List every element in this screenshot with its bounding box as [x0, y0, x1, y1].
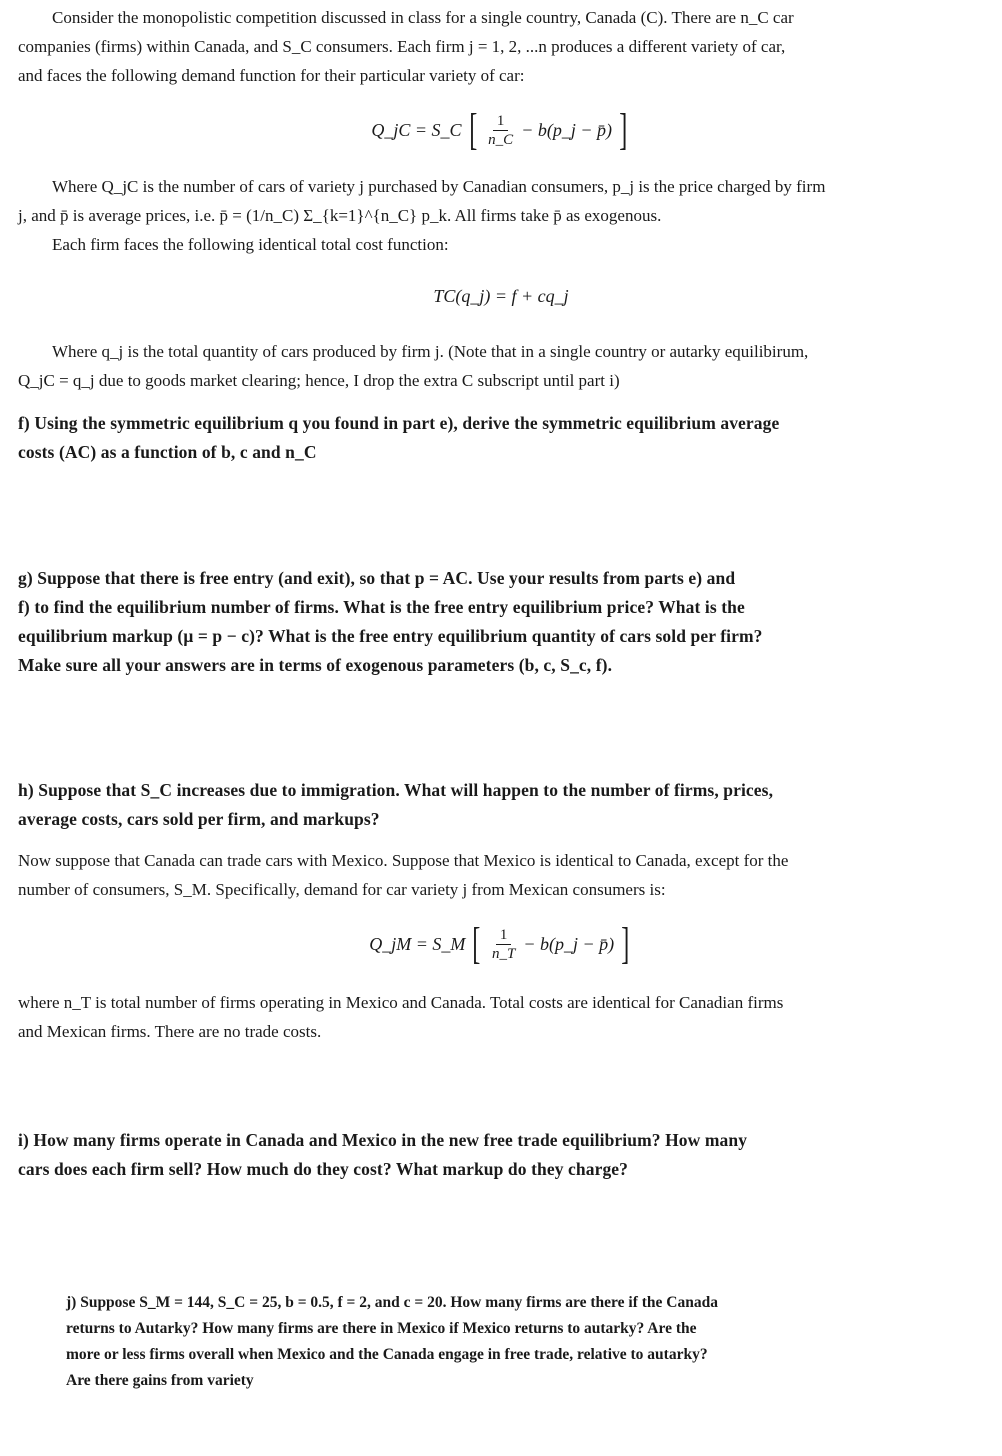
- part-g-line-3: equilibrium markup (μ = p − c)? What is the free entry equilibrium quantity of cars sold per firm?: [18, 626, 763, 646]
- part-j-line-2: returns to Autarky? How many firms are there in Mexico if Mexico returns to autarky? Are the: [66, 1320, 697, 1337]
- where3-line-2: and Mexican firms. There are no trade costs.: [18, 1022, 322, 1041]
- part-h-line-1: h) Suppose that S_C increases due to immigration. What will happen to the number of firms, prices,: [18, 780, 774, 800]
- demand-equation-mexico-rest: − b(p_j − p̄): [523, 933, 615, 954]
- part-j-line-4: Are there gains from variety: [66, 1372, 254, 1389]
- part-i-line-2: cars does each firm sell? How much do they cost? What markup do they charge?: [18, 1159, 629, 1179]
- intro-line-3: and faces the following demand function for their particular variety of car:: [18, 66, 525, 85]
- where-paragraph-2: [18, 337, 980, 395]
- part-f-line-1: f) Using the symmetric equilibrium q you found in part e), derive the symmetric equilibrium average: [18, 413, 780, 433]
- part-g-line-2: f) to find the equilibrium number of firms. What is the free entry equilibrium price? What is the: [18, 597, 745, 617]
- demand-equation-canada-lhs: Q_jC = S_C: [371, 119, 462, 140]
- where3-line-1: where n_T is total number of firms operating in Mexico and Canada. Total costs are identical for Canadian firms: [18, 993, 784, 1012]
- right-bracket: ]: [619, 105, 628, 154]
- part-i-line-1: i) How many firms operate in Canada and Mexico in the new free trade equilibrium? How many: [18, 1130, 748, 1150]
- intro-line-1: Consider the monopolistic competition discussed in class for a single country, Canada (C). There are n_C car: [52, 8, 794, 27]
- where-paragraph-1: [18, 172, 980, 259]
- part-g-line-4: Make sure all your answers are in terms of exogenous parameters (b, c, S_c, f).: [18, 655, 613, 675]
- question-g: [18, 564, 980, 680]
- trade-line-2: number of consumers, S_M. Specifically, demand for car variety j from Mexican consumers is:: [18, 880, 666, 899]
- trade-paragraph: [18, 846, 980, 904]
- question-j: [66, 1290, 926, 1394]
- where1-line-3: Each firm faces the following identical total cost function:: [52, 235, 449, 254]
- demand-equation-mexico-lhs: Q_jM = S_M: [369, 933, 466, 954]
- total-cost-equation-text: TC(q_j) = f + cq_j: [433, 286, 569, 306]
- part-h-line-2: average costs, cars sold per firm, and markups?: [18, 809, 380, 829]
- left-bracket: [: [468, 105, 477, 154]
- fraction-numerator: 1: [496, 926, 512, 945]
- intro-line-2: companies (firms) within Canada, and S_C consumers. Each firm j = 1, 2, ...n produces a different variety of car,: [18, 37, 786, 56]
- demand-equation-mexico: [0, 919, 1002, 968]
- fraction: [488, 112, 513, 149]
- where2-line-2: Q_jC = q_j due to goods market clearing; hence, I drop the extra C subscript until part i): [18, 371, 620, 390]
- part-j-line-3: more or less firms overall when Mexico and the Canada engage in free trade, relative to autarky?: [66, 1346, 708, 1363]
- fraction-denominator: n_C: [488, 131, 514, 148]
- question-i: [18, 1126, 980, 1184]
- question-f: [18, 409, 980, 467]
- left-bracket: [: [472, 919, 481, 968]
- fraction-numerator: 1: [493, 112, 509, 131]
- fraction-denominator: n_T: [492, 945, 516, 962]
- where1-line-2: j, and p̄ is average prices, i.e. p̄ = (1/n_C) Σ_{k=1}^{n_C} p_k. All firms take p̄ as exogenous.: [18, 206, 662, 225]
- right-bracket: ]: [621, 919, 630, 968]
- demand-equation-canada-rest: − b(p_j − p̄): [521, 119, 612, 140]
- fraction: [492, 926, 515, 963]
- where2-line-1: Where q_j is the total quantity of cars produced by firm j. (Note that in a single country or autarky equilibirum,: [52, 342, 809, 361]
- demand-equation-canada: [0, 105, 1002, 154]
- question-h: [18, 776, 980, 834]
- part-f-line-2: costs (AC) as a function of b, c and n_C: [18, 442, 317, 462]
- intro-paragraph: [18, 3, 980, 90]
- part-g-line-1: g) Suppose that there is free entry (and exit), so that p = AC. Use your results from parts e) and: [18, 568, 736, 588]
- where1-line-1: Where Q_jC is the number of cars of variety j purchased by Canadian consumers, p_j is the price charged by firm: [52, 177, 826, 196]
- where-paragraph-3: [18, 988, 980, 1046]
- total-cost-equation: [0, 286, 1002, 307]
- trade-line-1: Now suppose that Canada can trade cars with Mexico. Suppose that Mexico is identical to Canada, except for the: [18, 851, 789, 870]
- part-j-line-1: j) Suppose S_M = 144, S_C = 25, b = 0.5, f = 2, and c = 20. How many firms are there if the Canada: [66, 1294, 718, 1311]
